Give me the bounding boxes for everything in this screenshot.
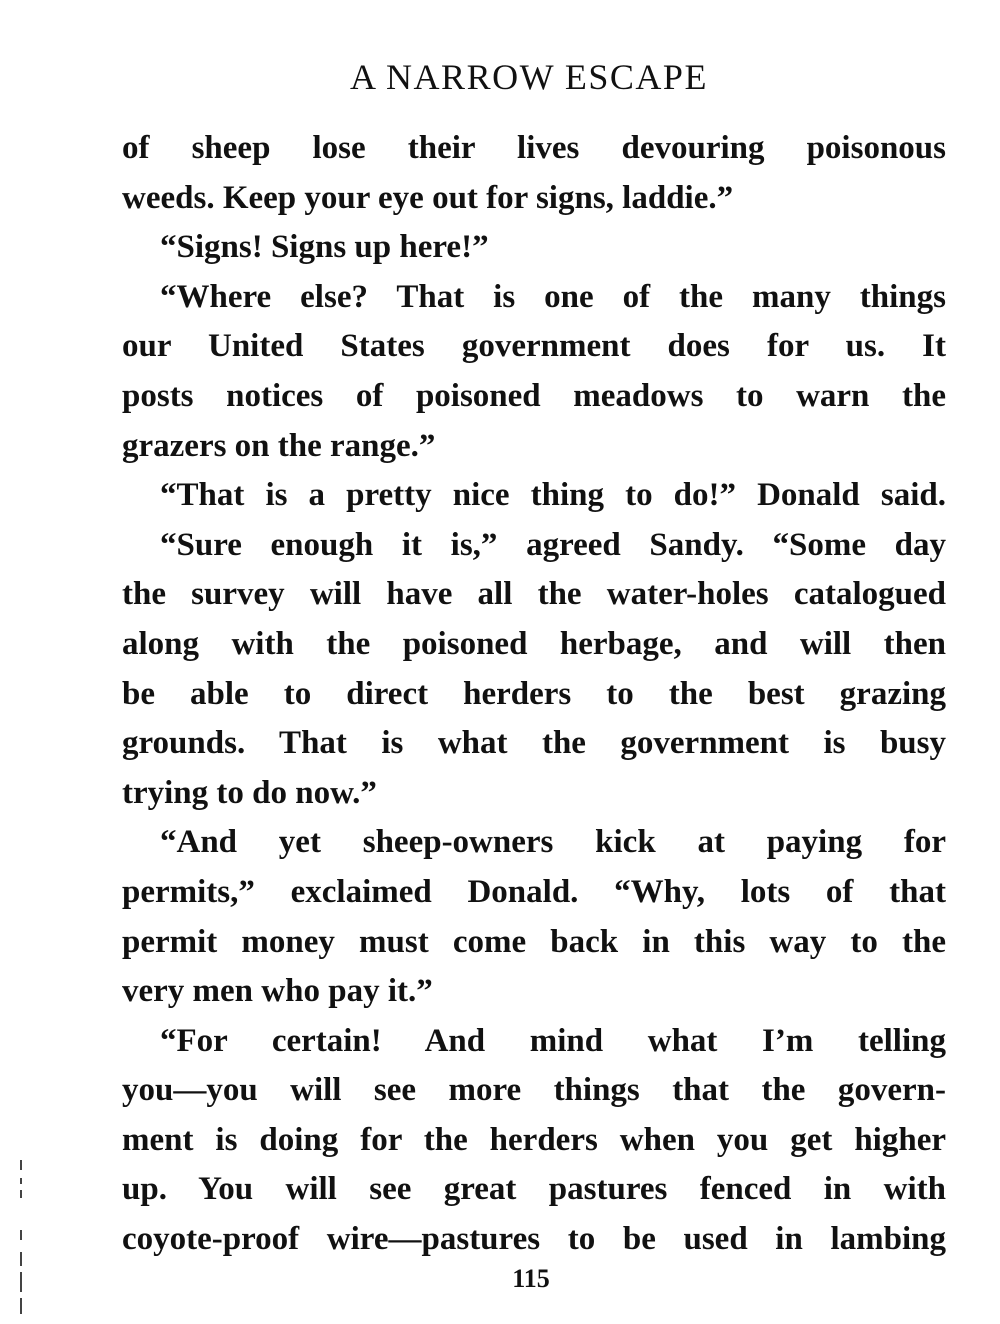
gutter-marks — [18, 1160, 26, 1320]
text-line: the survey will have all the water-holes catalogued — [122, 576, 946, 613]
text-line: coyote-proof wire—pastures to be used in lambing — [122, 1221, 946, 1258]
text-line: ment is doing for the herders when you get higher — [122, 1121, 946, 1158]
text-line: “Signs! Signs up here!” — [160, 229, 489, 266]
page-number: 115 — [512, 1264, 550, 1293]
text-line: posts notices of poisoned meadows to warn the — [122, 377, 946, 414]
text-line: be able to direct herders to the best grazing — [122, 675, 946, 712]
text-line: “For certain! And mind what I’m telling — [160, 1022, 946, 1059]
text-line: our United States government does for us. It — [122, 328, 946, 365]
text-line: weeds. Keep your eye out for signs, laddie.” — [122, 179, 734, 216]
text-line: permit money must come back in this way to the — [122, 923, 946, 960]
text-line: trying to do now.” — [122, 774, 377, 811]
text-line: “That is a pretty nice thing to do!” Donald said. — [160, 477, 946, 514]
text-line: grounds. That is what the government is busy — [122, 725, 946, 762]
text-line: very men who pay it.” — [122, 973, 433, 1010]
running-head: A NARROW ESCAPE — [350, 57, 708, 97]
text-line: along with the poisoned herbage, and will then — [122, 625, 946, 662]
text-line: of sheep lose their lives devouring poisonous — [122, 130, 946, 166]
text-line: “Sure enough it is,” agreed Sandy. “Some day — [160, 526, 946, 563]
text-line: up. You will see great pastures fenced in with — [122, 1171, 946, 1208]
text-line: grazers on the range.” — [122, 427, 436, 464]
body-text — [122, 124, 946, 1265]
text-line: “Where else? That is one of the many things — [160, 278, 946, 315]
text-line: you—you will see more things that the govern- — [122, 1072, 946, 1109]
text-line: permits,” exclaimed Donald. “Why, lots of that — [122, 873, 946, 910]
text-line: “And yet sheep-owners kick at paying for — [160, 824, 946, 861]
